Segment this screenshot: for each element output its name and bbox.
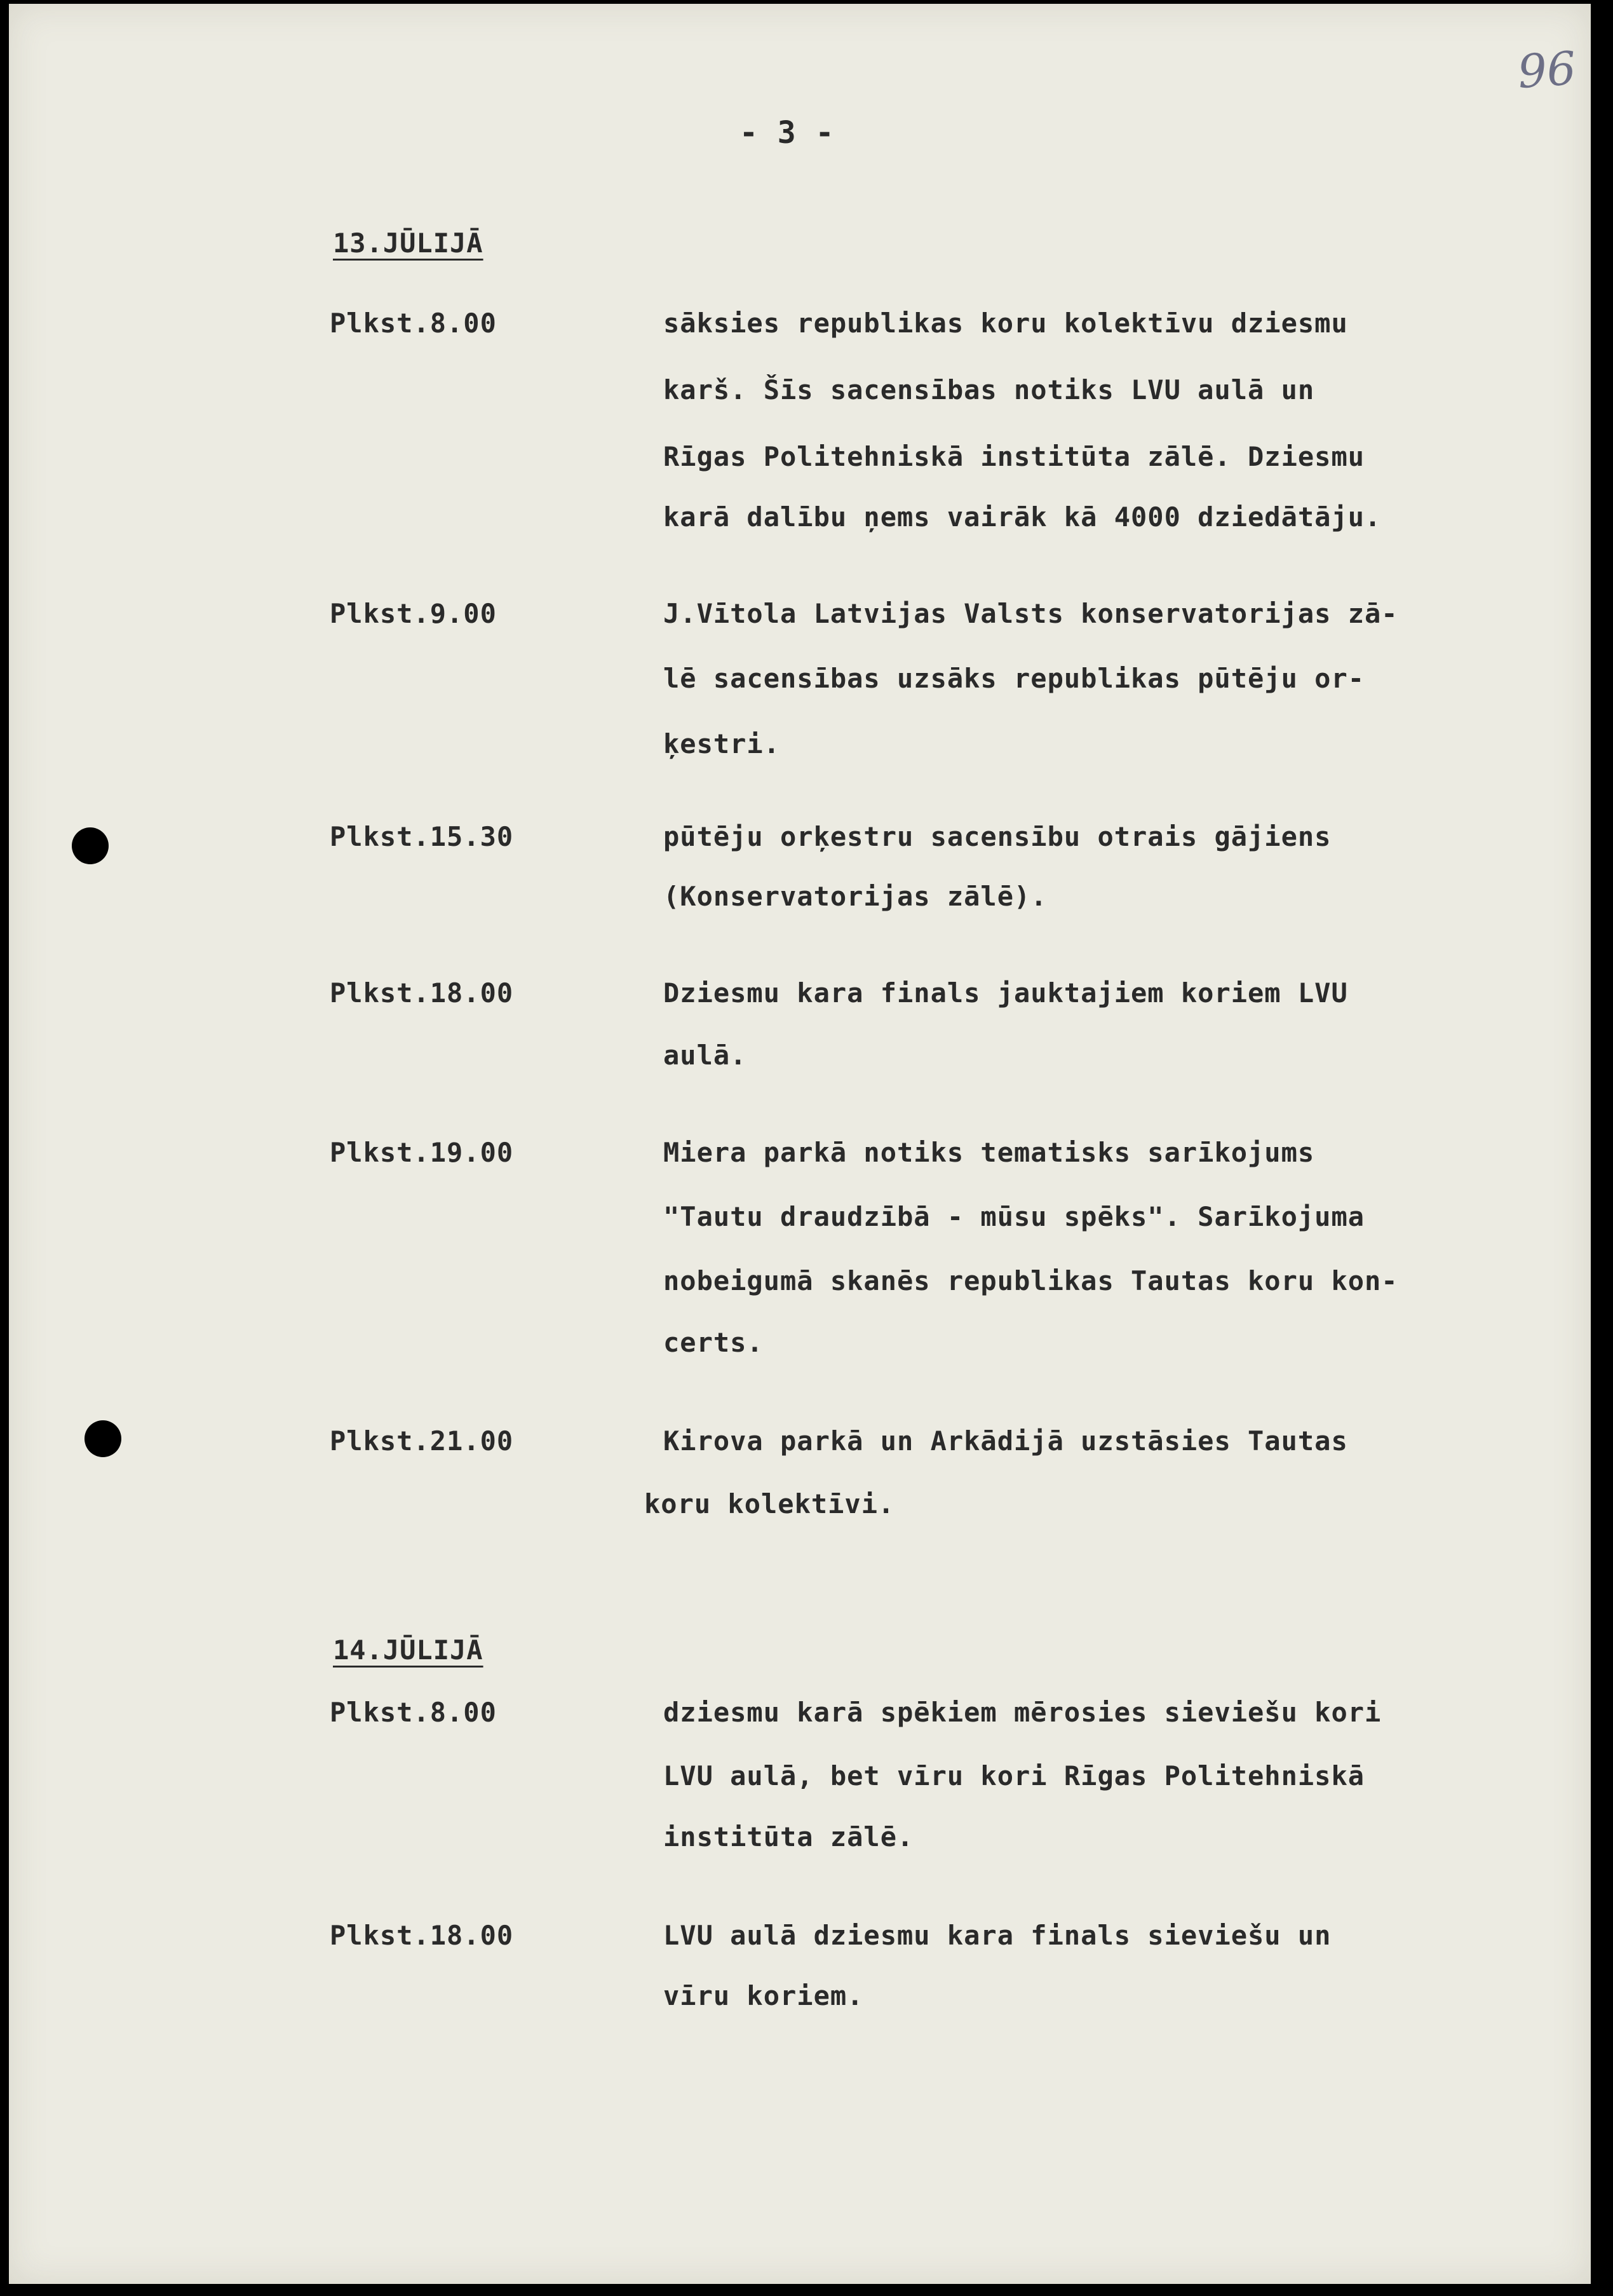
entry-time: Plkst.18.00 <box>330 977 514 1009</box>
entry-text-line: dziesmu karā spēkiem mērosies sieviešu kori <box>663 1697 1382 1728</box>
entry-time: Plkst.19.00 <box>330 1137 514 1168</box>
entry-text-line: karā dalību ņems vairāk kā 4000 dziedātāju. <box>663 501 1382 533</box>
entry-text-line: LVU aulā dziesmu kara finals sieviešu un <box>663 1920 1332 1951</box>
entry-text-line: institūta zālē. <box>663 1821 914 1852</box>
document-page <box>9 4 1591 2284</box>
entry-text-line: nobeigumā skanēs republikas Tautas koru kon- <box>663 1265 1398 1296</box>
entry-text-line: Dziesmu kara finals jauktajiem koriem LVU <box>663 977 1348 1009</box>
entry-text-line: J.Vītola Latvijas Valsts konservatorijas zā- <box>663 598 1398 629</box>
entry-text-line: sāksies republikas koru kolektīvu dziesmu <box>663 308 1348 339</box>
entry-time: Plkst.8.00 <box>330 308 497 339</box>
entry-text-line: ķestri. <box>663 728 781 759</box>
entry-text-line: pūtēju orķestru sacensību otrais gājiens <box>663 821 1332 852</box>
entry-text-line: (Konservatorijas zālē). <box>663 881 1048 912</box>
entry-time: Plkst.8.00 <box>330 1697 497 1728</box>
entry-text-line: vīru koriem. <box>663 1980 864 2011</box>
entry-time: Plkst.15.30 <box>330 821 514 852</box>
punch-hole-lower <box>84 1420 121 1457</box>
entry-time: Plkst.21.00 <box>330 1425 514 1457</box>
entry-text-line: koru kolektīvi. <box>644 1488 895 1519</box>
entry-text-line: aulā. <box>663 1040 747 1071</box>
punch-hole-upper <box>72 827 109 864</box>
entry-text-line: Miera parkā notiks tematisks sarīkojums <box>663 1137 1315 1168</box>
page-number: - 3 - <box>739 115 835 151</box>
entry-text-line: karš. Šīs sacensības notiks LVU aulā un <box>663 374 1315 405</box>
entry-text-line: LVU aulā, bet vīru kori Rīgas Politehniskā <box>663 1760 1365 1791</box>
archive-page-number: 96 <box>1516 41 1578 99</box>
entry-text-line: "Tautu draudzībā - mūsu spēks". Sarīkojuma <box>663 1201 1365 1232</box>
entry-text-line: certs. <box>663 1327 764 1358</box>
entry-time: Plkst.18.00 <box>330 1920 514 1951</box>
entry-text-line: lē sacensības uzsāks republikas pūtēju or- <box>663 663 1365 694</box>
section-heading: 14.JŪLIJĀ <box>333 1634 483 1666</box>
entry-time: Plkst.9.00 <box>330 598 497 629</box>
entry-text-line: Kirova parkā un Arkādijā uzstāsies Tautas <box>663 1425 1348 1457</box>
entry-text-line: Rīgas Politehniskā institūta zālē. Dziesmu <box>663 441 1365 472</box>
section-heading: 13.JŪLIJĀ <box>333 228 483 259</box>
